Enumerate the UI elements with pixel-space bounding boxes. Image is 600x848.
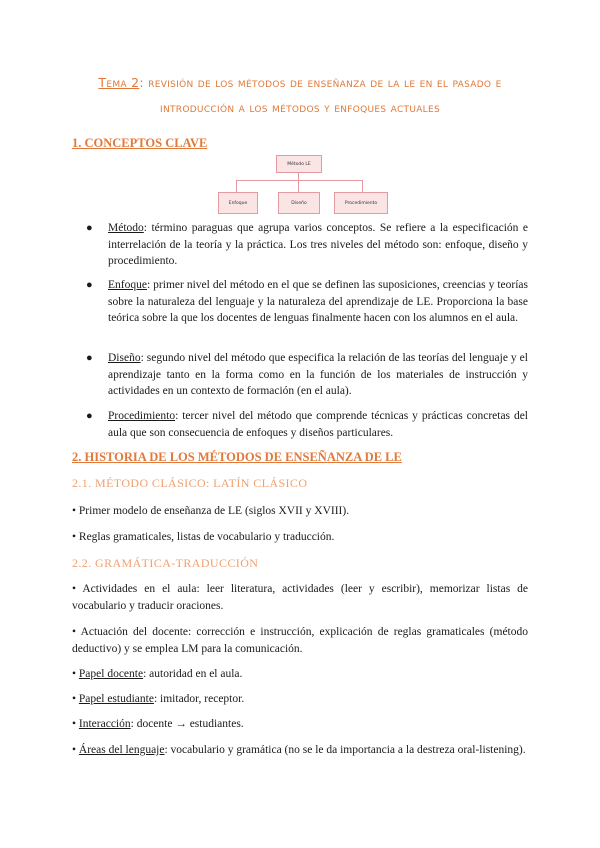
diagram-child-box: Enfoque (218, 192, 258, 214)
bullet-text: : primer nivel del método en el que se definen las suposiciones, creencias y teorías sobre la naturaleza del lenguaje y la naturaleza del aprendizaje de LE. Proporciona la base teórica sobre la que los docentes de lenguas finalmente hacen con los alumnos en el aula. (108, 279, 528, 324)
diagram-root-box: Método LE (276, 155, 322, 173)
bullet-term: Procedimiento (108, 410, 176, 422)
list-item (72, 691, 528, 708)
diagram-connector (236, 180, 362, 181)
diagram-connector (298, 172, 299, 180)
list-item: • Reglas gramaticales, listas de vocabulario y traducción. (72, 531, 335, 543)
item-term: Papel estudiante (78, 693, 154, 705)
bullet-prefix: • (72, 668, 79, 680)
item-term: Áreas del lenguaje (78, 744, 165, 756)
method-diagram (218, 155, 388, 215)
bullet-dot: ● (86, 279, 93, 291)
item-text: : docente → estudiantes. (130, 718, 244, 730)
item-text: : vocabulario y gramática (no se le da importancia a la destreza oral-listening). (164, 744, 526, 756)
list-item (86, 408, 528, 441)
item-text: : imitador, receptor. (153, 693, 245, 705)
section1-heading: 1. CONCEPTOS CLAVE (72, 136, 208, 150)
item-text: : autoridad en el aula. (143, 668, 243, 680)
diagram-connector (362, 180, 363, 192)
bullet-text: : término paraguas que agrupa varios conceptos. Se refiere a la especificación e interrelación de la teoría y la práctica. Los tres niveles del método son: enfoque, diseño y procedimiento. (108, 222, 528, 267)
list-item (72, 716, 528, 733)
diagram-connector (298, 180, 299, 192)
bullet-dot: ● (86, 352, 93, 364)
title-lead: Tema 2 (98, 75, 140, 90)
bullet-text: : tercer nivel del método que comprende técnicas y prácticas concretas del aula que son consecuencia de enfoques y diseños particulares. (108, 410, 528, 439)
list-item: • Primer modelo de enseñanza de LE (siglos XVII y XVIII). (72, 505, 350, 517)
bullet-dot: ● (86, 410, 93, 422)
diagram-child-box: Procedimiento (334, 192, 388, 214)
subsection-heading: 2.2. GRAMÁTICA-TRADUCCIÓN (72, 556, 259, 570)
document-title (60, 70, 540, 120)
bullet-term: Enfoque (108, 279, 147, 291)
section2-heading: 2. HISTORIA DE LOS MÉTODOS DE ENSEÑANZA DE LE (72, 450, 402, 464)
bullet-text: : segundo nivel del método que especifica la relación de las teorías del lenguaje y el aprendizaje tanto en la forma como en la función de los materiales de instrucción y actividades en un contexto de formación (en el aula). (108, 352, 528, 397)
list-item (86, 350, 528, 400)
item-term: Papel docente (78, 668, 144, 680)
bullet-dot: ● (86, 222, 93, 234)
list-item (86, 277, 528, 327)
bullet-prefix: • (72, 718, 79, 730)
diagram-connector (236, 180, 237, 192)
bullet-prefix: • (72, 744, 79, 756)
list-item (72, 666, 528, 683)
bullet-term: Método (108, 222, 144, 234)
list-item (86, 220, 528, 270)
diagram-child-box: Diseño (278, 192, 320, 214)
list-item: • Actividades en el aula: leer literatura, actividades (leer y escribir), memorizar listas de vocabulario y traducir oraciones. (72, 583, 528, 612)
bullet-term: Diseño (108, 352, 141, 364)
list-item: • Actuación del docente: corrección e instrucción, explicación de reglas gramaticales (método deductivo) y se emplea LM para la comunicación. (72, 626, 528, 655)
bullet-prefix: • (72, 693, 79, 705)
list-item (72, 742, 528, 759)
subsection-heading: 2.1. MÉTODO CLÁSICO: LATÍN CLÁSICO (72, 476, 308, 490)
item-term: Interacción (78, 718, 131, 730)
title-rest: : revisión de los métodos de enseñanza de la le en el pasado e introducción a los métodos y enfoques actuales (139, 75, 502, 115)
